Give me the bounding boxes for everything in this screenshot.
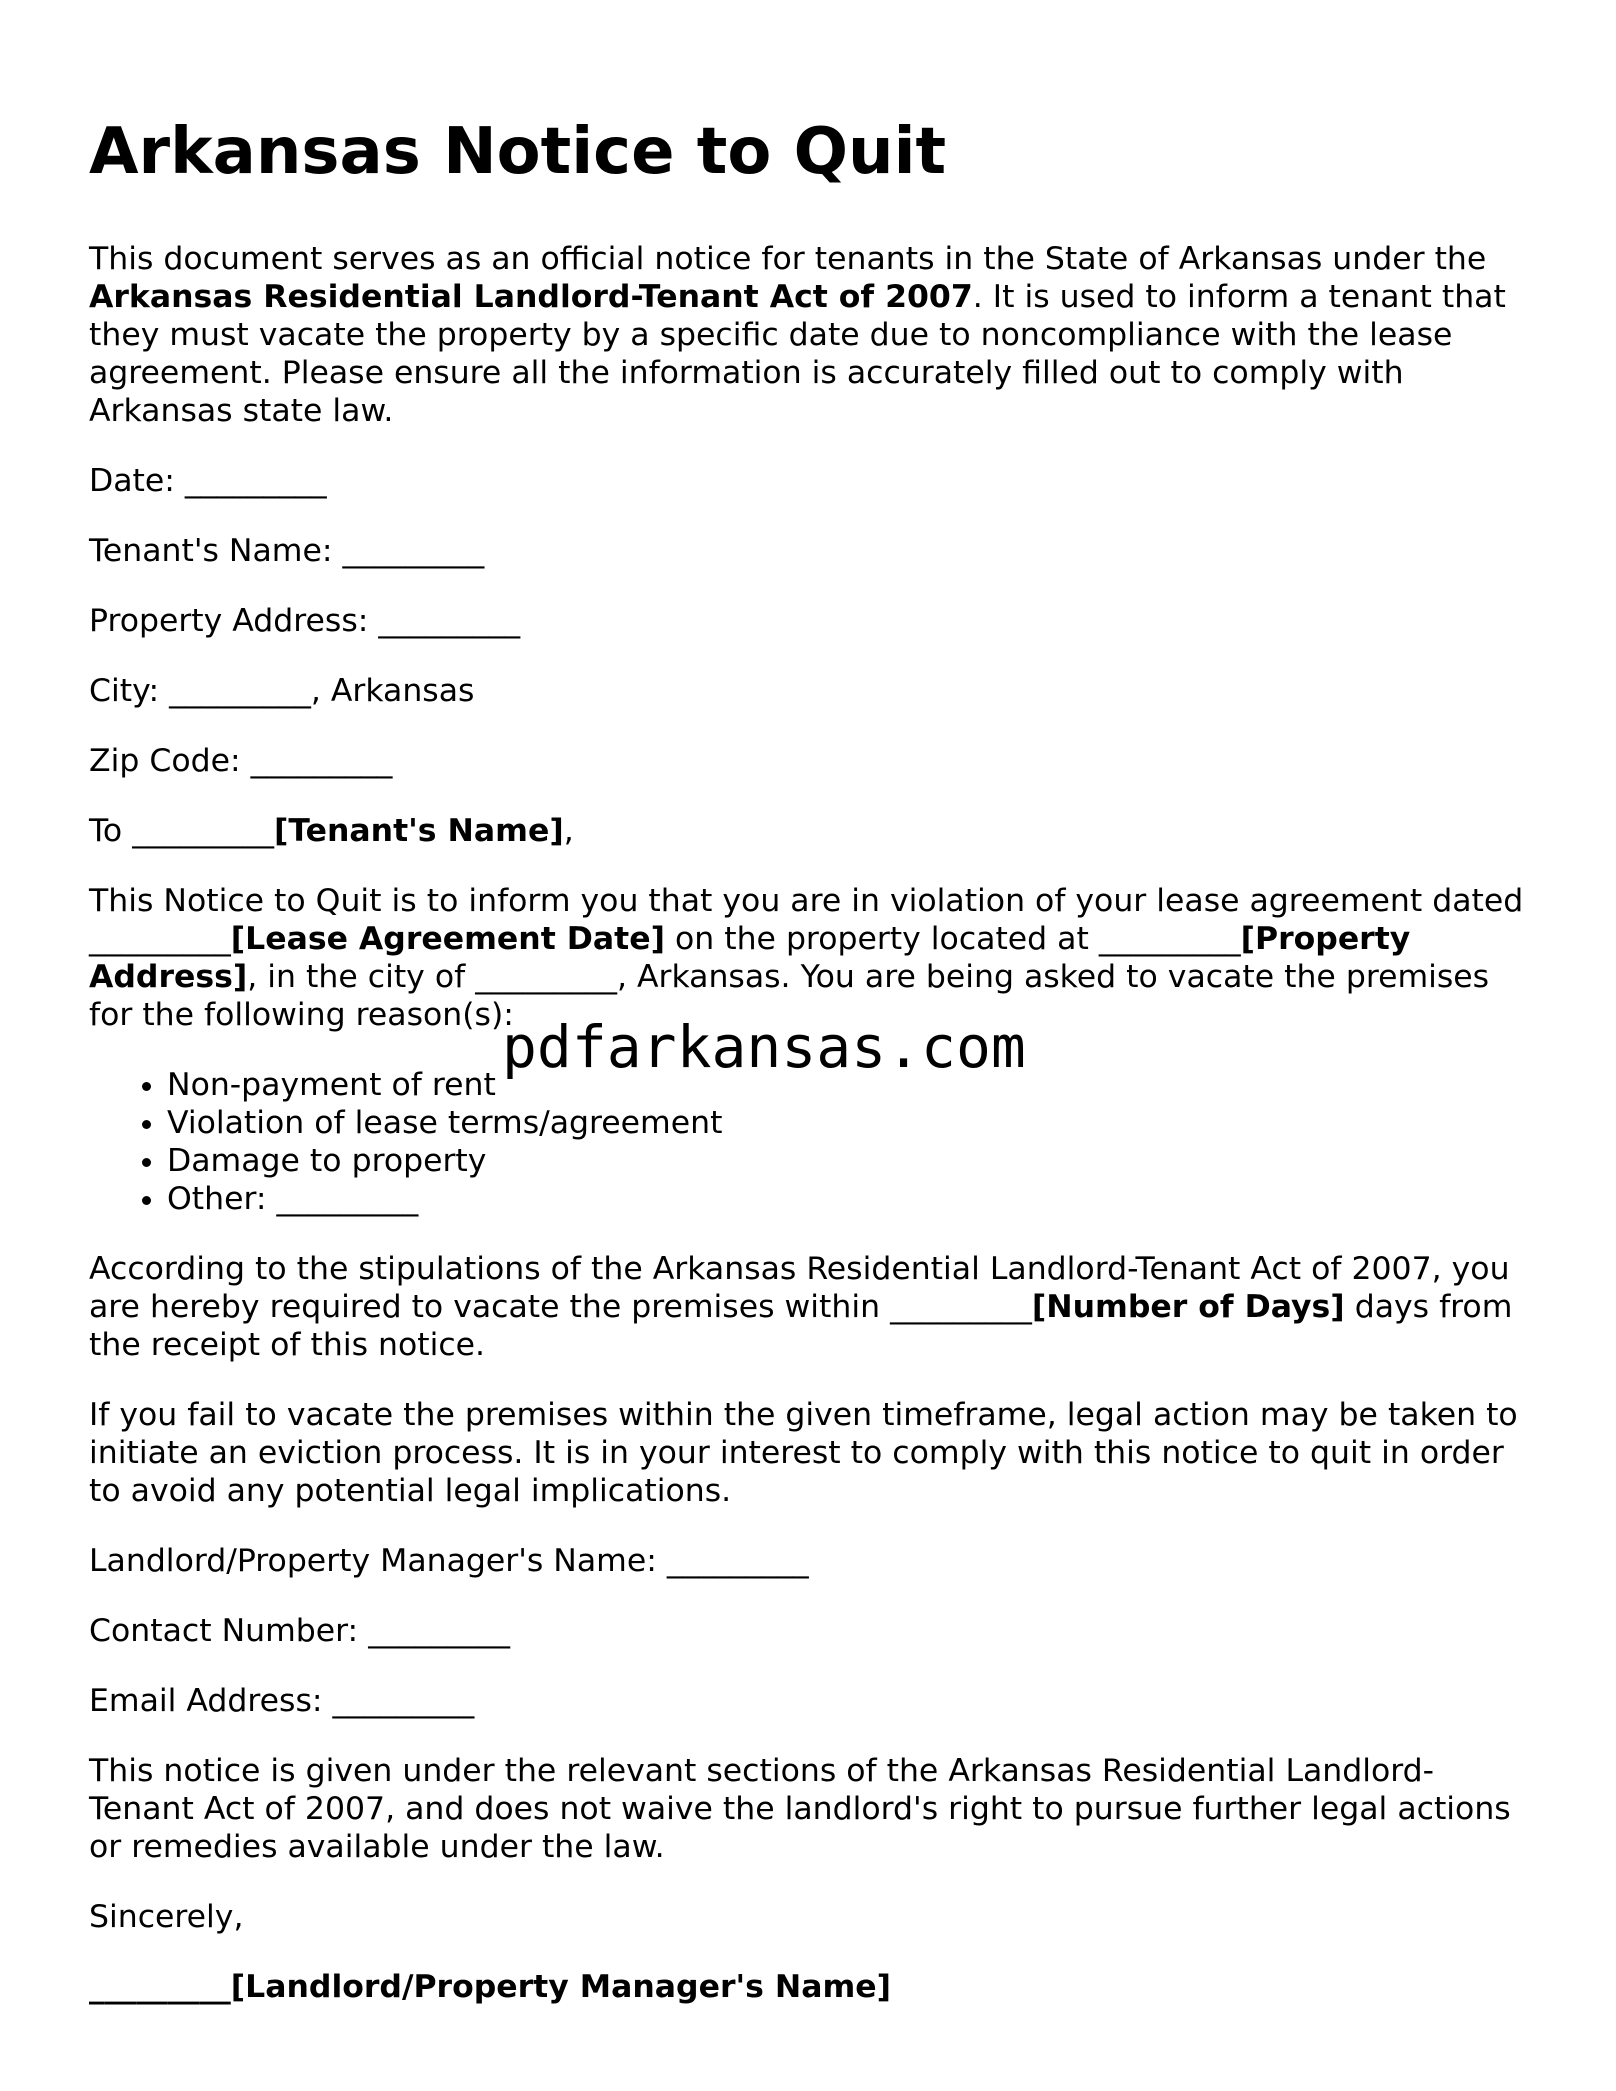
city-field (89, 672, 1529, 710)
salutation (89, 812, 1529, 850)
violation-text-3: , in the city of (247, 959, 476, 995)
violation-paragraph (89, 882, 1529, 1034)
signature-placeholder: [Landlord/Property Manager's Name] (230, 1969, 892, 2005)
city-blank[interactable]: _________ (169, 673, 311, 709)
intro-text-2: . It is used to inform a tenant that they must vacate the property by a specific date due to noncompliance with the lease agreement. Please ensure all the information is accurately filled out to comply with Arkansas state law. (89, 279, 1506, 429)
city-label: City: (89, 673, 160, 709)
tenant-name-field (89, 532, 1529, 570)
tenant-name-blank[interactable]: _________ (342, 533, 485, 569)
tenant-name-label: Tenant's Name: (89, 533, 333, 569)
list-item (167, 1066, 1529, 1104)
intro-text-1: This document serves as an official notice for tenants in the State of Arkansas under the (89, 241, 1487, 277)
watermark: pdfarkansas.com (502, 1013, 1026, 1081)
disclaimer-paragraph: This notice is given under the relevant sections of the Arkansas Residential Landlord-Tenant Act of 2007, and does not waive the landlord's right to pursue further legal actions or remedies available under the law. (89, 1753, 1511, 1865)
list-item (167, 1142, 1529, 1180)
property-blank[interactable]: _________ (1098, 921, 1241, 957)
closing: Sincerely, (89, 1899, 244, 1935)
zip-code-label: Zip Code: (89, 743, 241, 779)
document-page (89, 108, 1529, 2038)
contact-number-label: Contact Number: (89, 1613, 359, 1649)
date-blank[interactable]: _________ (184, 463, 327, 499)
page-title: Arkansas Notice to Quit (89, 115, 947, 189)
reasons-list (89, 1066, 1529, 1218)
property-address-placeholder: [Property Address] (89, 921, 1411, 995)
email-address-field (89, 1682, 1529, 1720)
email-address-label: Email Address: (89, 1683, 323, 1719)
stipulation-text-2: days from the receipt of this notice. (89, 1289, 1513, 1363)
city-state: , Arkansas (310, 673, 475, 709)
reason-other-blank[interactable]: _________ (276, 1181, 419, 1217)
violation-text-4: , Arkansas. You are being asked to vacate the premises for the following reason(s): (89, 959, 1490, 1033)
lease-date-placeholder: [Lease Agreement Date] (230, 921, 665, 957)
zip-code-blank[interactable]: _________ (250, 743, 393, 779)
reason-violation: Violation of lease terms/agreement (167, 1105, 723, 1141)
number-of-days-placeholder: [Number of Days] (1031, 1289, 1345, 1325)
signature-blank[interactable]: _________ (89, 1969, 231, 2005)
list-item (167, 1180, 1529, 1218)
salutation-comma: , (563, 813, 574, 849)
lease-date-blank[interactable]: _________ (89, 921, 231, 957)
days-blank[interactable]: _________ (890, 1289, 1032, 1325)
salutation-blank[interactable]: _________ (132, 813, 274, 849)
signature-line (89, 1968, 1529, 2006)
landlord-name-blank[interactable]: _________ (666, 1543, 809, 1579)
landlord-name-label: Landlord/Property Manager's Name: (89, 1543, 657, 1579)
stipulation-text-1: According to the stipulations of the Arkansas Residential Landlord-Tenant Act of 2007, you are hereby required to vacate the premises within (89, 1251, 1510, 1325)
stipulation-paragraph (89, 1250, 1529, 1364)
list-item (167, 1104, 1529, 1142)
consequence-paragraph: If you fail to vacate the premises within the given timeframe, legal action may be taken to initiate an eviction process. It is in your interest to comply with this notice to quit in order to avoid any potential legal implications. (89, 1397, 1518, 1509)
tenant-name-placeholder: [Tenant's Name] (273, 813, 564, 849)
date-field (89, 462, 1529, 500)
property-address-label: Property Address: (89, 603, 369, 639)
act-name: Arkansas Residential Landlord-Tenant Act of 2007 (89, 279, 973, 315)
reason-nonpayment: Non-payment of rent (167, 1067, 496, 1103)
property-address-blank[interactable]: _________ (378, 603, 521, 639)
reason-other-label: Other: (167, 1181, 267, 1217)
violation-text-2: on the property located at (664, 921, 1099, 957)
violation-city-blank[interactable]: _________ (475, 959, 617, 995)
date-label: Date: (89, 463, 175, 499)
property-address-field (89, 602, 1529, 640)
salutation-to: To (89, 813, 123, 849)
zip-code-field (89, 742, 1529, 780)
contact-number-field (89, 1612, 1529, 1650)
reason-damage: Damage to property (167, 1143, 487, 1179)
landlord-name-field (89, 1542, 1529, 1580)
email-address-blank[interactable]: _________ (332, 1683, 475, 1719)
violation-text-1: This Notice to Quit is to inform you that you are in violation of your lease agreement dated (89, 883, 1524, 919)
intro-paragraph (89, 240, 1529, 430)
contact-number-blank[interactable]: _________ (368, 1613, 510, 1649)
